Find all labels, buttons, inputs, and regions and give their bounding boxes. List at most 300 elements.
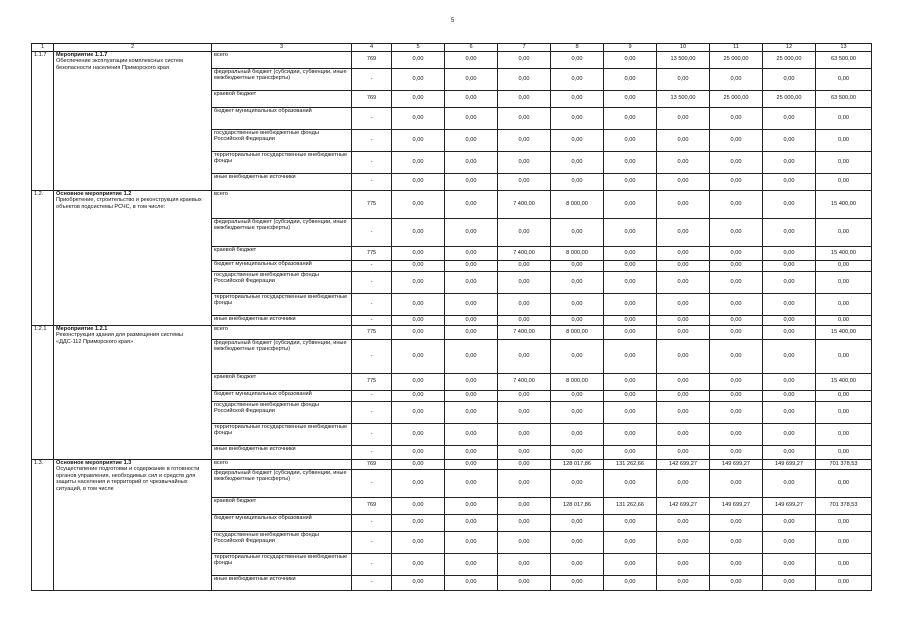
amount-cell: 0,00 (816, 173, 872, 190)
amount-cell: 7 400,00 (498, 373, 551, 390)
funding-source: всего (212, 51, 352, 68)
amount-cell: 0,00 (604, 293, 657, 315)
measure-description: Приобретение, строительство и реконструкция краевых объектов подсистемы РСЧС, в том числе: (56, 197, 202, 210)
amount-cell: 0,00 (816, 401, 872, 423)
amount-cell: 0,00 (604, 107, 657, 129)
amount-cell: 0,00 (392, 553, 445, 575)
amount-cell: 0,00 (710, 401, 763, 423)
amount-cell: 0,00 (445, 51, 498, 68)
amount-cell: 0,00 (445, 553, 498, 575)
funding-source: федеральный бюджет (субсидии, субвенции, иные межбюджетные трансферты) (212, 469, 352, 497)
row-code: 1.1.7 (32, 51, 54, 190)
amount-cell: 0,00 (604, 514, 657, 531)
table-row (32, 190, 872, 218)
amount-cell: 0,00 (763, 575, 816, 590)
amount-cell: 0,00 (551, 553, 604, 575)
funding-source: федеральный бюджет (субсидии, субвенции, иные межбюджетные трансферты) (212, 218, 352, 246)
amount-cell: 0,00 (657, 469, 710, 497)
column-header: 4 (352, 44, 392, 52)
grbs-code: - (352, 271, 392, 293)
amount-cell: 0,00 (763, 68, 816, 90)
amount-cell: 0,00 (657, 401, 710, 423)
amount-cell: 0,00 (392, 173, 445, 190)
amount-cell: 0,00 (392, 107, 445, 129)
grbs-code: - (352, 260, 392, 271)
amount-cell: 15 400,00 (816, 190, 872, 218)
grbs-code: - (352, 315, 392, 325)
amount-cell: 0,00 (498, 51, 551, 68)
amount-cell: 0,00 (551, 173, 604, 190)
row-code: 1.3. (32, 459, 54, 590)
amount-cell: 0,00 (445, 218, 498, 246)
grbs-code: - (352, 68, 392, 90)
amount-cell: 142 699,27 (657, 459, 710, 469)
amount-cell: 0,00 (445, 246, 498, 260)
column-header: 3 (212, 44, 352, 52)
amount-cell: 0,00 (445, 575, 498, 590)
amount-cell: 0,00 (763, 514, 816, 531)
amount-cell: 0,00 (763, 423, 816, 445)
amount-cell: 0,00 (816, 339, 872, 373)
amount-cell: 0,00 (498, 129, 551, 151)
amount-cell: 0,00 (551, 339, 604, 373)
amount-cell: 63 500,00 (816, 51, 872, 68)
amount-cell: 0,00 (710, 531, 763, 553)
column-header: 2 (54, 44, 212, 52)
amount-cell: 0,00 (445, 497, 498, 514)
funding-source: иные внебюджетные источники (212, 445, 352, 459)
amount-cell: 0,00 (445, 90, 498, 107)
amount-cell: 0,00 (657, 373, 710, 390)
amount-cell: 0,00 (816, 531, 872, 553)
amount-cell: 0,00 (763, 151, 816, 173)
amount-cell: 0,00 (657, 151, 710, 173)
amount-cell: 63 500,00 (816, 90, 872, 107)
amount-cell: 0,00 (763, 260, 816, 271)
amount-cell: 0,00 (445, 514, 498, 531)
amount-cell: 0,00 (498, 173, 551, 190)
amount-cell: 0,00 (392, 151, 445, 173)
amount-cell: 0,00 (551, 218, 604, 246)
amount-cell: 0,00 (498, 68, 551, 90)
amount-cell: 0,00 (657, 173, 710, 190)
funding-source: государственные внебюджетные фонды Российской Федерации (212, 271, 352, 293)
amount-cell: 0,00 (657, 390, 710, 401)
amount-cell: 0,00 (551, 423, 604, 445)
funding-source: краевой бюджет (212, 246, 352, 260)
amount-cell: 0,00 (445, 293, 498, 315)
grbs-code: - (352, 129, 392, 151)
amount-cell: 0,00 (551, 293, 604, 315)
amount-cell: 0,00 (657, 260, 710, 271)
amount-cell: 0,00 (710, 151, 763, 173)
amount-cell: 0,00 (763, 129, 816, 151)
amount-cell: 0,00 (657, 339, 710, 373)
amount-cell: 0,00 (816, 271, 872, 293)
grbs-code: 775 (352, 373, 392, 390)
funding-source: федеральный бюджет (субсидии, субвенции, иные межбюджетные трансферты) (212, 68, 352, 90)
funding-source: государственные внебюджетные фонды Российской Федерации (212, 401, 352, 423)
amount-cell: 0,00 (604, 129, 657, 151)
amount-cell: 0,00 (657, 445, 710, 459)
amount-cell: 0,00 (710, 107, 763, 129)
amount-cell: 0,00 (392, 246, 445, 260)
grbs-code: - (352, 339, 392, 373)
column-header: 1 (32, 44, 54, 52)
column-header: 13 (816, 44, 872, 52)
amount-cell: 0,00 (498, 459, 551, 469)
amount-cell: 0,00 (392, 315, 445, 325)
amount-cell: 0,00 (604, 218, 657, 246)
amount-cell: 0,00 (392, 51, 445, 68)
amount-cell: 0,00 (604, 151, 657, 173)
amount-cell: 0,00 (551, 68, 604, 90)
grbs-code: - (352, 445, 392, 459)
amount-cell: 0,00 (710, 173, 763, 190)
amount-cell: 0,00 (392, 514, 445, 531)
amount-cell: 0,00 (657, 246, 710, 260)
amount-cell: 0,00 (604, 531, 657, 553)
amount-cell: 0,00 (763, 315, 816, 325)
amount-cell: 25 000,00 (710, 90, 763, 107)
column-header: 12 (763, 44, 816, 52)
amount-cell: 25 000,00 (763, 90, 816, 107)
amount-cell: 0,00 (710, 325, 763, 339)
amount-cell: 0,00 (657, 531, 710, 553)
measure-title: Мероприятие 1.2.1 (56, 325, 108, 332)
amount-cell: 0,00 (710, 129, 763, 151)
grbs-code: - (352, 469, 392, 497)
amount-cell: 0,00 (763, 190, 816, 218)
funding-source: федеральный бюджет (субсидии, субвенции, иные межбюджетные трансферты) (212, 339, 352, 373)
amount-cell: 0,00 (445, 390, 498, 401)
amount-cell: 0,00 (657, 423, 710, 445)
amount-cell: 0,00 (816, 315, 872, 325)
funding-source: бюджет муниципальных образований (212, 107, 352, 129)
amount-cell: 0,00 (551, 107, 604, 129)
amount-cell: 0,00 (816, 107, 872, 129)
grbs-code: - (352, 218, 392, 246)
amount-cell: 0,00 (551, 129, 604, 151)
amount-cell: 0,00 (392, 190, 445, 218)
grbs-code: - (352, 173, 392, 190)
grbs-code: - (352, 423, 392, 445)
column-header: 7 (498, 44, 551, 52)
amount-cell: 131 262,66 (604, 459, 657, 469)
grbs-code: - (352, 107, 392, 129)
amount-cell: 0,00 (445, 423, 498, 445)
measure-description: Обеспечение эксплуатации комплексных систем безопасности населения Приморского края (56, 58, 183, 71)
amount-cell: 0,00 (763, 531, 816, 553)
amount-cell: 0,00 (445, 373, 498, 390)
measure-name-cell (54, 190, 212, 325)
amount-cell: 0,00 (710, 293, 763, 315)
grbs-code: - (352, 293, 392, 315)
amount-cell: 0,00 (816, 129, 872, 151)
amount-cell: 0,00 (498, 339, 551, 373)
amount-cell: 0,00 (816, 151, 872, 173)
amount-cell: 0,00 (498, 445, 551, 459)
amount-cell: 7 400,00 (498, 190, 551, 218)
funding-source: всего (212, 459, 352, 469)
amount-cell: 0,00 (604, 190, 657, 218)
amount-cell: 13 500,00 (657, 90, 710, 107)
funding-source: бюджет муниципальных образований (212, 390, 352, 401)
funding-source: краевой бюджет (212, 90, 352, 107)
amount-cell: 0,00 (763, 107, 816, 129)
table-row (32, 325, 872, 339)
grbs-code: 775 (352, 325, 392, 339)
funding-source: территориальные государственные внебюджетные фонды (212, 553, 352, 575)
amount-cell: 0,00 (763, 246, 816, 260)
column-header: 11 (710, 44, 763, 52)
amount-cell: 0,00 (710, 315, 763, 325)
amount-cell: 0,00 (604, 423, 657, 445)
column-header: 6 (445, 44, 498, 52)
measure-name-cell (54, 325, 212, 459)
funding-source: территориальные государственные внебюджетные фонды (212, 151, 352, 173)
amount-cell: 0,00 (604, 173, 657, 190)
funding-source: краевой бюджет (212, 373, 352, 390)
amount-cell: 0,00 (710, 553, 763, 575)
column-header: 9 (604, 44, 657, 52)
amount-cell: 0,00 (551, 315, 604, 325)
amount-cell: 131 262,66 (604, 497, 657, 514)
amount-cell: 0,00 (392, 271, 445, 293)
amount-cell: 0,00 (445, 173, 498, 190)
amount-cell: 0,00 (816, 260, 872, 271)
amount-cell: 0,00 (445, 129, 498, 151)
amount-cell: 0,00 (551, 514, 604, 531)
amount-cell: 0,00 (763, 390, 816, 401)
amount-cell: 0,00 (657, 271, 710, 293)
amount-cell: 149 699,27 (710, 497, 763, 514)
grbs-code: 775 (352, 190, 392, 218)
amount-cell: 8 000,00 (551, 190, 604, 218)
amount-cell: 0,00 (763, 553, 816, 575)
amount-cell: 25 000,00 (710, 51, 763, 68)
amount-cell: 0,00 (392, 260, 445, 271)
column-header: 10 (657, 44, 710, 52)
amount-cell: 0,00 (498, 107, 551, 129)
column-header: 5 (392, 44, 445, 52)
amount-cell: 0,00 (551, 575, 604, 590)
amount-cell: 0,00 (392, 469, 445, 497)
amount-cell: 0,00 (763, 173, 816, 190)
amount-cell: 0,00 (604, 315, 657, 325)
page-number: 5 (450, 18, 455, 24)
amount-cell: 0,00 (710, 260, 763, 271)
row-code: 1.2. (32, 190, 54, 325)
amount-cell: 0,00 (392, 68, 445, 90)
amount-cell: 0,00 (498, 469, 551, 497)
amount-cell: 0,00 (392, 90, 445, 107)
measure-title: Мероприятие 1.1.7 (56, 51, 108, 58)
row-code: 1.2.1 (32, 325, 54, 459)
amount-cell: 142 699,27 (657, 497, 710, 514)
funding-source: государственные внебюджетные фонды Российской Федерации (212, 531, 352, 553)
amount-cell: 0,00 (710, 218, 763, 246)
funding-source: территориальные государственные внебюджетные фонды (212, 423, 352, 445)
amount-cell: 0,00 (710, 575, 763, 590)
grbs-code: - (352, 531, 392, 553)
amount-cell: 15 400,00 (816, 246, 872, 260)
funding-source: иные внебюджетные источники (212, 173, 352, 190)
amount-cell: 0,00 (551, 151, 604, 173)
amount-cell: 0,00 (657, 325, 710, 339)
funding-source: бюджет муниципальных образований (212, 514, 352, 531)
amount-cell: 0,00 (816, 575, 872, 590)
amount-cell: 0,00 (604, 553, 657, 575)
amount-cell: 0,00 (763, 218, 816, 246)
grbs-code: 769 (352, 51, 392, 68)
grbs-code: - (352, 390, 392, 401)
amount-cell: 149 699,27 (763, 497, 816, 514)
amount-cell: 0,00 (604, 469, 657, 497)
measure-name-cell (54, 51, 212, 190)
amount-cell: 0,00 (604, 401, 657, 423)
amount-cell: 0,00 (657, 218, 710, 246)
amount-cell: 13 500,00 (657, 51, 710, 68)
amount-cell: 149 699,27 (710, 459, 763, 469)
amount-cell: 0,00 (445, 190, 498, 218)
amount-cell: 0,00 (392, 401, 445, 423)
amount-cell: 0,00 (657, 514, 710, 531)
amount-cell: 0,00 (498, 271, 551, 293)
amount-cell: 0,00 (445, 339, 498, 373)
amount-cell: 0,00 (498, 260, 551, 271)
amount-cell: 0,00 (498, 218, 551, 246)
grbs-code: 769 (352, 459, 392, 469)
amount-cell: 0,00 (816, 469, 872, 497)
amount-cell: 0,00 (816, 218, 872, 246)
amount-cell: 0,00 (816, 293, 872, 315)
amount-cell: 0,00 (657, 129, 710, 151)
measure-description: Реконструкция здания для размещения системы «ДДС-112 Приморского края» (56, 332, 183, 345)
amount-cell: 0,00 (710, 68, 763, 90)
amount-cell: 0,00 (392, 218, 445, 246)
funding-source: бюджет муниципальных образований (212, 260, 352, 271)
amount-cell: 0,00 (551, 260, 604, 271)
amount-cell: 0,00 (657, 315, 710, 325)
table-row (32, 51, 872, 68)
amount-cell: 0,00 (763, 339, 816, 373)
amount-cell: 0,00 (816, 423, 872, 445)
amount-cell: 25 000,00 (763, 51, 816, 68)
grbs-code: - (352, 575, 392, 590)
amount-cell: 0,00 (498, 531, 551, 553)
amount-cell: 0,00 (392, 390, 445, 401)
amount-cell: 8 000,00 (551, 246, 604, 260)
amount-cell: 0,00 (604, 68, 657, 90)
amount-cell: 0,00 (604, 271, 657, 293)
amount-cell: 0,00 (710, 246, 763, 260)
amount-cell: 0,00 (710, 373, 763, 390)
amount-cell: 0,00 (816, 68, 872, 90)
column-number-row (32, 44, 872, 52)
amount-cell: 0,00 (445, 531, 498, 553)
amount-cell: 0,00 (816, 445, 872, 459)
amount-cell: 0,00 (604, 445, 657, 459)
amount-cell: 0,00 (498, 423, 551, 445)
amount-cell: 701 378,53 (816, 459, 872, 469)
amount-cell: 0,00 (498, 401, 551, 423)
grbs-code: - (352, 514, 392, 531)
amount-cell: 0,00 (551, 271, 604, 293)
amount-cell: 0,00 (763, 469, 816, 497)
amount-cell: 7 400,00 (498, 246, 551, 260)
amount-cell: 0,00 (816, 390, 872, 401)
amount-cell: 0,00 (816, 514, 872, 531)
amount-cell: 0,00 (710, 271, 763, 293)
amount-cell: 0,00 (710, 445, 763, 459)
amount-cell: 0,00 (498, 151, 551, 173)
amount-cell: 0,00 (657, 107, 710, 129)
amount-cell: 0,00 (445, 445, 498, 459)
funding-source: всего (212, 325, 352, 339)
amount-cell: 149 699,27 (763, 459, 816, 469)
amount-cell: 0,00 (551, 90, 604, 107)
grbs-code: - (352, 553, 392, 575)
budget-table (31, 43, 872, 591)
amount-cell: 128 017,86 (551, 459, 604, 469)
amount-cell: 0,00 (604, 325, 657, 339)
amount-cell: 0,00 (445, 68, 498, 90)
amount-cell: 0,00 (392, 339, 445, 373)
amount-cell: 0,00 (604, 390, 657, 401)
amount-cell: 0,00 (392, 575, 445, 590)
amount-cell: 0,00 (657, 190, 710, 218)
amount-cell: 0,00 (763, 445, 816, 459)
amount-cell: 15 400,00 (816, 325, 872, 339)
amount-cell: 0,00 (763, 373, 816, 390)
amount-cell: 0,00 (392, 325, 445, 339)
amount-cell: 0,00 (710, 339, 763, 373)
amount-cell: 0,00 (763, 401, 816, 423)
amount-cell: 0,00 (551, 531, 604, 553)
amount-cell: 0,00 (498, 90, 551, 107)
amount-cell: 0,00 (498, 514, 551, 531)
amount-cell: 0,00 (657, 68, 710, 90)
amount-cell: 0,00 (604, 575, 657, 590)
funding-source: всего (212, 190, 352, 218)
column-header: 8 (551, 44, 604, 52)
amount-cell: 0,00 (710, 514, 763, 531)
amount-cell: 15 400,00 (816, 373, 872, 390)
amount-cell: 0,00 (445, 325, 498, 339)
amount-cell: 0,00 (604, 339, 657, 373)
amount-cell: 0,00 (551, 445, 604, 459)
amount-cell: 0,00 (498, 390, 551, 401)
amount-cell: 0,00 (392, 129, 445, 151)
grbs-code: 775 (352, 246, 392, 260)
amount-cell: 0,00 (763, 293, 816, 315)
amount-cell: 0,00 (710, 390, 763, 401)
amount-cell: 128 017,86 (551, 497, 604, 514)
amount-cell: 0,00 (445, 469, 498, 497)
amount-cell: 8 000,00 (551, 325, 604, 339)
amount-cell: 0,00 (763, 271, 816, 293)
grbs-code: - (352, 151, 392, 173)
table-row (32, 459, 872, 469)
amount-cell: 0,00 (710, 423, 763, 445)
grbs-code: 769 (352, 497, 392, 514)
amount-cell: 0,00 (710, 190, 763, 218)
amount-cell: 0,00 (816, 553, 872, 575)
amount-cell: 0,00 (392, 497, 445, 514)
amount-cell: 0,00 (710, 469, 763, 497)
amount-cell: 7 400,00 (498, 325, 551, 339)
